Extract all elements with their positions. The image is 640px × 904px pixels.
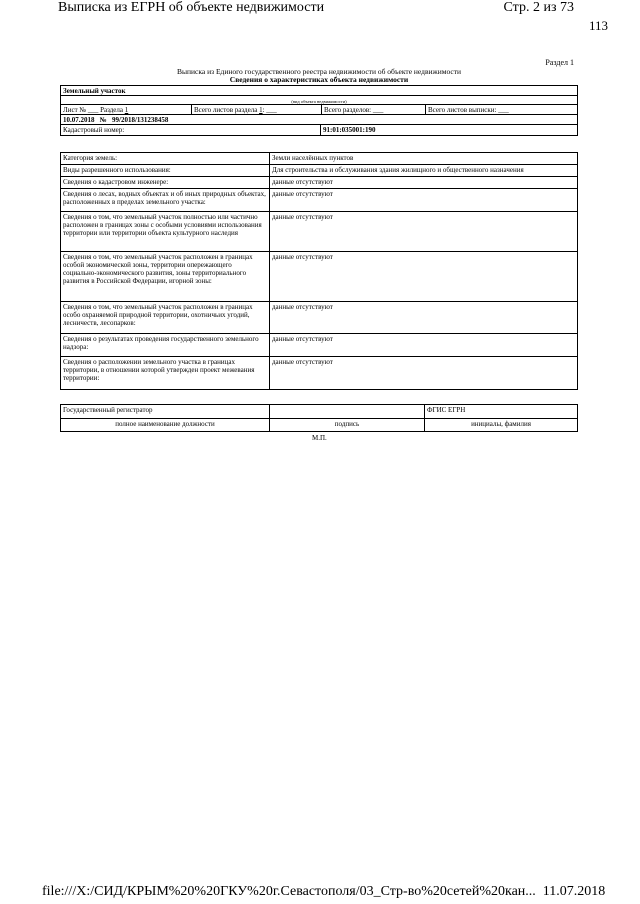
section-label: Раздел 1 xyxy=(545,58,574,67)
table-row xyxy=(61,212,577,252)
table-row xyxy=(61,177,577,189)
table-row xyxy=(61,252,577,302)
total-sheets-section: Всего листов раздела 1: ___ xyxy=(191,105,321,114)
row-value: данные отсутствуют xyxy=(269,302,577,333)
row-label: Сведения о расположении земельного участка в границах территории, в отношении которой утвержден проект межевания территории: xyxy=(63,358,255,382)
document-title xyxy=(60,68,578,84)
signature-table xyxy=(60,404,578,432)
object-type: Земельный участок xyxy=(63,87,126,95)
row-value: Для строительства и обслуживания здания жилищного и общественного назначения xyxy=(269,165,577,176)
row-label: Сведения о том, что земельный участок расположен в границах особой экономической зоны, территории опережающего социально-экономического развития, зоны территориального развития в Российской Федерации, игорной зоны: xyxy=(63,253,253,285)
registrar-initials: ФГИС ЕГРН xyxy=(424,405,577,418)
object-type-caption: (вид объекта недвижимости) xyxy=(291,99,347,104)
cadastral-number-label: Кадастровый номер: xyxy=(63,126,125,134)
table-row xyxy=(61,302,577,334)
row-value: данные отсутствуют xyxy=(269,212,577,251)
page-number: 113 xyxy=(588,18,608,33)
details-table xyxy=(60,152,578,390)
row-label: Сведения о кадастровом инженере: xyxy=(63,178,169,186)
print-header-title: Выписка из ЕГРН об объекте недвижимости xyxy=(58,0,325,15)
table-row xyxy=(61,189,577,212)
object-header-table xyxy=(60,85,578,136)
signature-field xyxy=(269,405,424,418)
total-sections: Всего разделов: ___ xyxy=(321,105,425,114)
row-label: Сведения о том, что земельный участок полностью или частично расположен в границах зоны с особыми условиями использования территории или территории объекта культурного наследия xyxy=(63,213,262,237)
table-row xyxy=(61,165,577,177)
row-label: Виды разрешенного использования: xyxy=(63,166,171,174)
row-value: Земли населённых пунктов xyxy=(269,153,577,164)
caption-position: полное наименование должности xyxy=(115,420,215,428)
row-label: Сведения о том, что земельный участок расположен в границах особо охраняемой природной территории, охотничьих угодий, лесничеств, лесопарков: xyxy=(63,303,253,327)
print-date: 11.07.2018 xyxy=(542,884,606,899)
print-header-page: Стр. 2 из 73 xyxy=(503,0,574,15)
table-row xyxy=(61,357,577,389)
total-sheets-extract: Всего листов выписки: ___ xyxy=(425,105,577,114)
caption-signature: подпись xyxy=(269,419,424,431)
row-value: данные отсутствуют xyxy=(269,177,577,188)
table-row xyxy=(61,153,577,165)
print-footer xyxy=(42,884,605,900)
row-value: данные отсутствуют xyxy=(269,334,577,356)
file-path: file:///X:/СИД/КРЫМ%20%20ГКУ%20г.Севастополя/03_Стр-во%20сетей%20кан... xyxy=(42,884,536,899)
row-value: данные отсутствуют xyxy=(269,252,577,301)
sheet-number: Лист № ___ Раздела 1 xyxy=(63,106,129,114)
row-label: Сведения о результатах проведения государственного земельного надзора: xyxy=(63,335,259,351)
stamp-place: М.П. xyxy=(312,434,327,442)
document-title-line2: Сведения о характеристиках объекта недвижимости xyxy=(229,75,409,84)
cadastral-number-value: 91:01:035001:190 xyxy=(320,125,577,135)
table-row xyxy=(61,334,577,357)
extract-date-number: 10.07.2018 № 99/2018/131238458 xyxy=(63,116,169,124)
row-value: данные отсутствуют xyxy=(269,357,577,389)
row-label: Сведения о лесах, водных объектах и об иных природных объектах, расположенных в пределах земельного участка: xyxy=(63,190,266,206)
row-value: данные отсутствуют xyxy=(269,189,577,211)
registrar-position: Государственный регистратор xyxy=(63,406,153,414)
caption-initials: инициалы, фамилия xyxy=(424,419,577,431)
document-title-line1: Выписка из Единого государственного реестра недвижимости об объекте недвижимости xyxy=(176,67,462,76)
row-label: Категория земель: xyxy=(63,154,118,162)
